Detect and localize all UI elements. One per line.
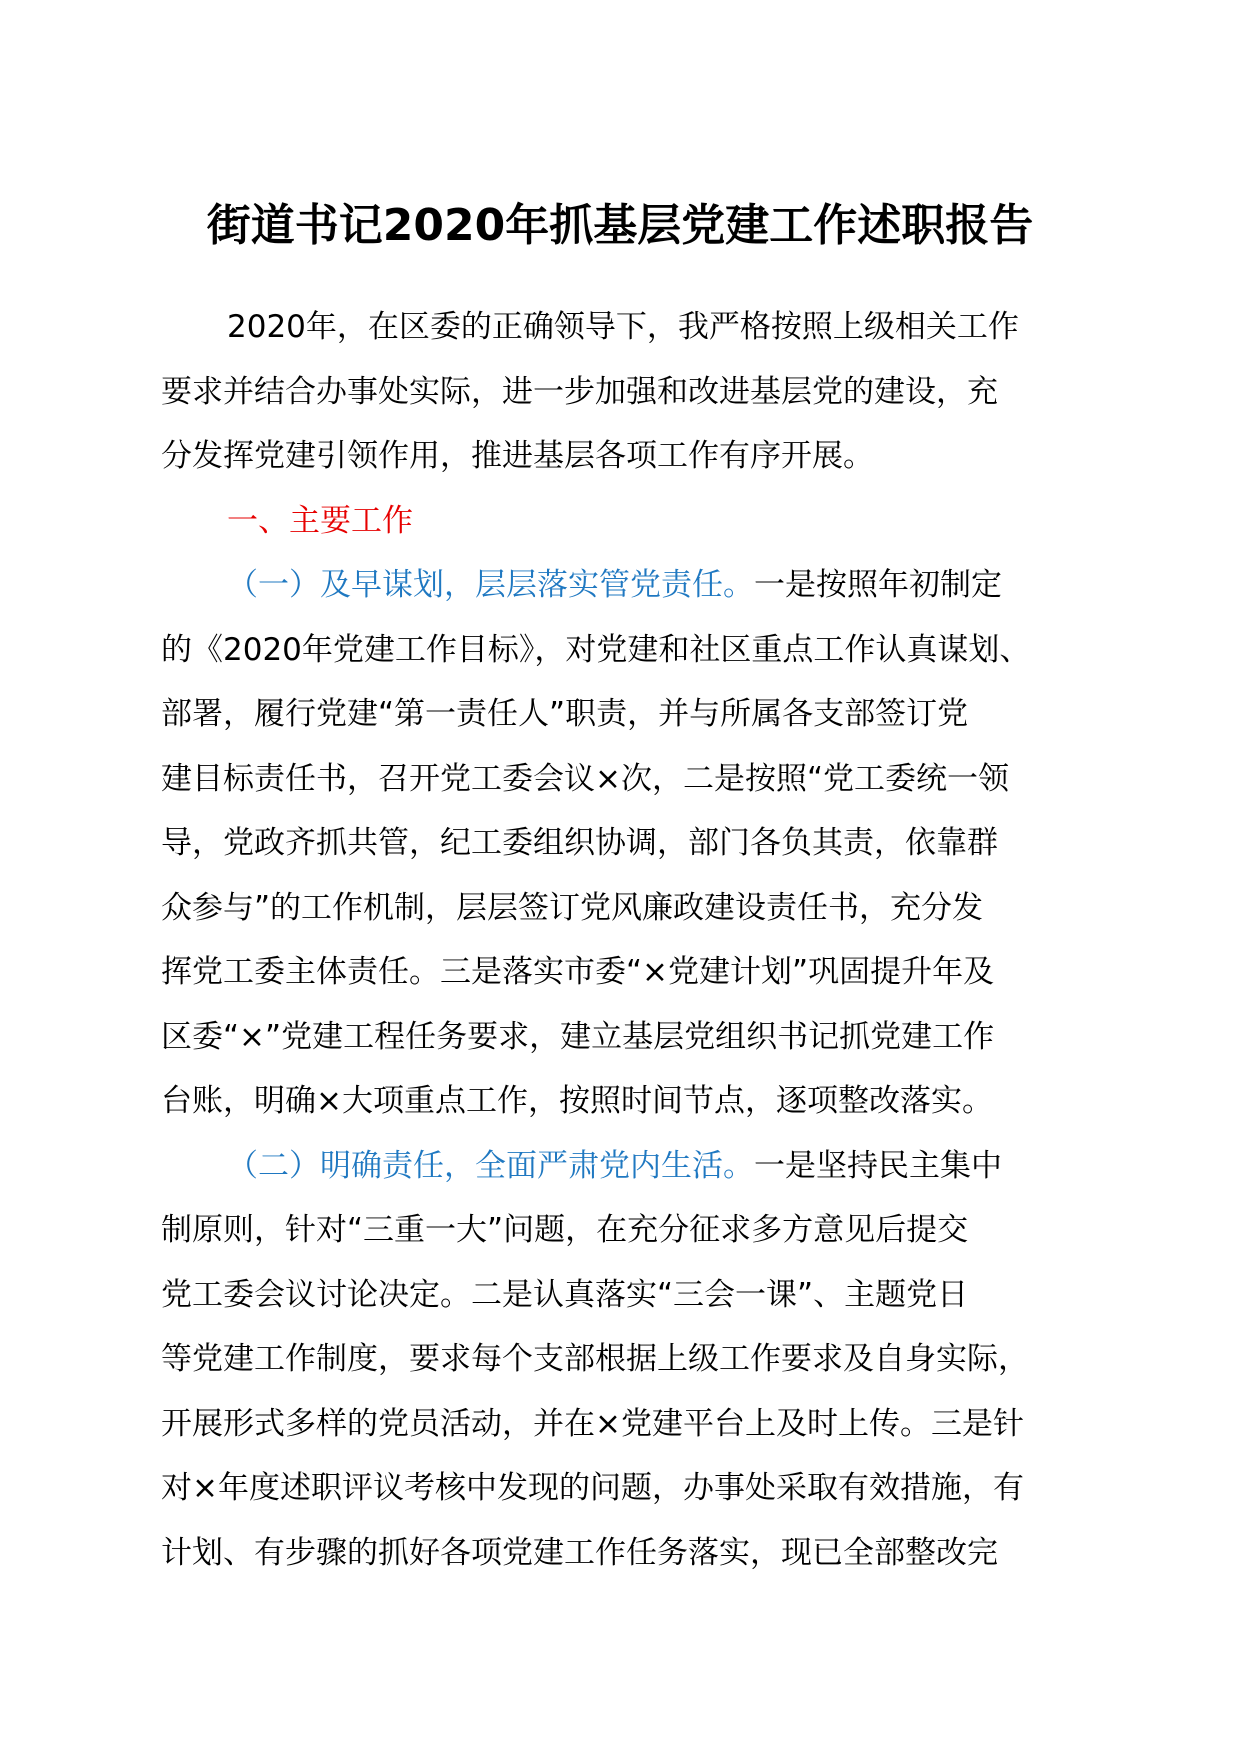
document-title: 街道书记2020年抓基层党建工作述职报告	[206, 200, 1034, 251]
paragraph-line: 建目标责任书，召开党工委会议×次，二是按照“党工委统一领	[161, 760, 1010, 797]
paragraph-line: 分发挥党建引领作用，推进基层各项工作有序开展。	[161, 438, 874, 474]
paragraph-line: 对×年度述职评议考核中发现的问题，办事处采取有效措施，有	[161, 1470, 1024, 1506]
subsection-heading: （二）明确责任，全面严肃党内生活。	[227, 1147, 754, 1184]
paragraph-line: 2020年，在区委的正确领导下，我严格按照上级相关工作	[227, 309, 1019, 345]
section-heading: 一、主要工作	[227, 502, 413, 539]
paragraph-line: 等党建工作制度，要求每个支部根据上级工作要求及自身实际，	[161, 1341, 1029, 1377]
document-body	[161, 295, 1121, 1585]
paragraph-line: 党工委会议讨论决定。二是认真落实“三会一课”、主题党日	[161, 1276, 969, 1313]
paragraph-line: 众参与”的工作机制，层层签订党风廉政建设责任书，充分发	[161, 889, 984, 926]
paragraph-line: 台账，明确×大项重点工作，按照时间节点，逐项整改落实。	[161, 1083, 993, 1119]
paragraph-line: 区委“×”党建工程任务要求，建立基层党组织书记抓党建工作	[161, 1018, 995, 1055]
paragraph-line: 要求并结合办事处实际，进一步加强和改进基层党的建设，充	[161, 373, 998, 410]
paragraph-line: 开展形式多样的党员活动，并在×党建平台上及时上传。三是针	[161, 1405, 1024, 1442]
paragraph-text: 一是按照年初制定	[754, 567, 1002, 603]
paragraph-line: 导，党政齐抓共管，纪工委组织协调，部门各负其责，依靠群	[161, 825, 998, 861]
subsection-heading: （一）及早谋划，层层落实管党责任。	[227, 567, 754, 603]
paragraph-line: 制原则，针对“三重一大”问题，在充分征求多方意见后提交	[161, 1212, 969, 1248]
paragraph-text: 一是坚持民主集中	[754, 1147, 1002, 1184]
paragraph-line: 挥党工委主体责任。三是落实市委“×党建计划”巩固提升年及	[161, 954, 995, 990]
subsection-first-line	[161, 553, 1121, 618]
paragraph-line: 部署，履行党建“第一责任人”职责，并与所属各支部签订党	[161, 696, 969, 732]
subsection-first-line	[161, 1134, 1121, 1199]
paragraph-line: 的《2020年党建工作目标》，对党建和社区重点工作认真谋划、	[161, 631, 1031, 668]
paragraph-line: 计划、有步骤的抓好各项党建工作任务落实，现已全部整改完	[161, 1534, 998, 1571]
